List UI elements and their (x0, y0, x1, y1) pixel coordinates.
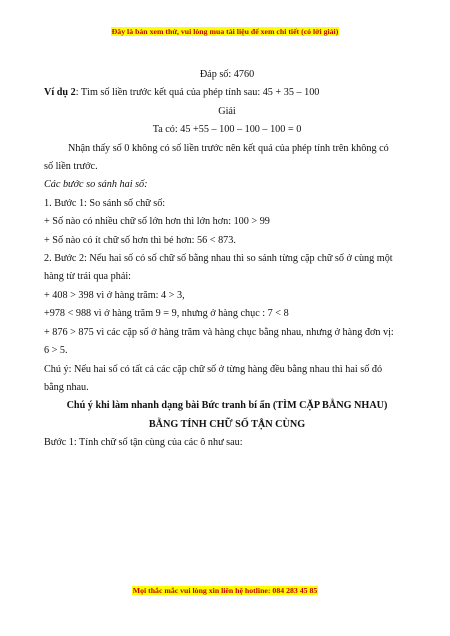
step-2-title-line-1: 2. Bước 2: Nếu hai số có số chữ số bằng nhau thì so sánh từng cặp chữ số ở cùng một (44, 253, 393, 265)
solution-heading: Giải (218, 105, 236, 117)
step-1-title: 1. Bước 1: So sánh số chữ số: (44, 197, 166, 209)
step-1-rule-b: + Số nào có ít chữ số hơn thì bé hơn: 56 < 873. (44, 234, 236, 246)
step-2-example-c-line-2: 6 > 5. (44, 345, 68, 357)
remark-line-1: Nhận thấy số 0 không có số liền trước nên kết quả của phép tính trên không có (68, 142, 389, 154)
remark-line-2: số liền trước. (44, 161, 98, 173)
tip-heading-line-1: Chú ý khi làm nhanh dạng bài Bức tranh bí ẩn (TÌM CẶP BẰNG NHAU) (66, 400, 388, 412)
example-label: Ví dụ 2 (44, 87, 76, 99)
step-1-rule-a: + Số nào có nhiều chữ số lớn hơn thì lớn hơn: 100 > 99 (44, 216, 270, 228)
hotline-text: Mọi thắc mắc vui lòng xin liên hệ hotline: 084 283 45 85 (132, 586, 318, 595)
compare-heading: Các bước so sánh hai số: (44, 179, 148, 191)
note-line-1: Chú ý: Nếu hai số có tất cả các cặp chữ số ở từng hàng đều bằng nhau thì hai số đó (44, 363, 383, 375)
calculation-line: Ta có: 45 +55 – 100 – 100 – 100 = 0 (152, 124, 302, 136)
document-body (44, 66, 410, 453)
hotline-banner (0, 586, 450, 595)
note-line-2: bằng nhau. (44, 381, 89, 393)
preview-notice-banner (0, 27, 450, 36)
step-2-example-b: +978 < 988 vì ở hàng trăm 9 = 9, nhưng ở hàng chục : 7 < 8 (44, 308, 289, 320)
tip-heading-line-2: BẰNG TÍNH CHỮ SỐ TẬN CÙNG (148, 418, 306, 430)
example-text: : Tìm số liền trước kết quả của phép tính sau: 45 + 35 – 100 (75, 87, 320, 99)
answer-line: Đáp số: 4760 (199, 69, 255, 80)
example-line (44, 84, 410, 102)
step-2-example-c-line-1: + 876 > 875 vì các cặp số ở hàng trăm và hàng chục bằng nhau, nhưng ở hàng đơn vị: (44, 326, 394, 338)
final-step-line: Bước 1: Tính chữ số tận cùng của các ô như sau: (44, 437, 243, 449)
preview-notice-text: Đây là bản xem thử, vui lòng mua tài liệu để xem chi tiết (có lời giải) (111, 27, 339, 36)
step-2-example-a: + 408 > 398 vì ở hàng trăm: 4 > 3, (44, 289, 185, 301)
step-2-title-line-2: hàng từ trái qua phải: (44, 271, 131, 283)
